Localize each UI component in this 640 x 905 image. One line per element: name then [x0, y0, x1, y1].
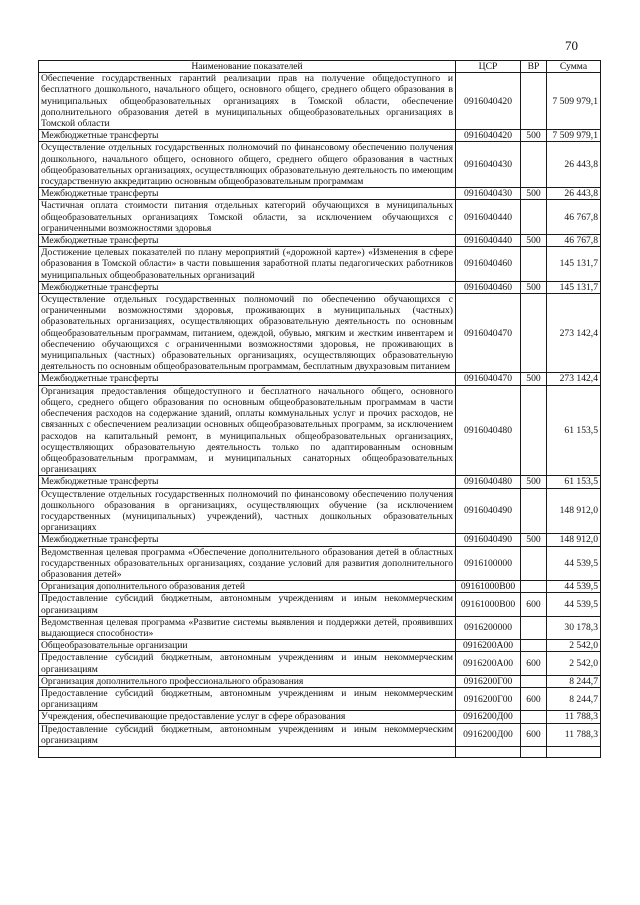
row-name: Предоставление субсидий бюджетным, автономным учреждениям и иным некоммерческим организациям — [39, 652, 456, 675]
row-csr: 0916040480 — [456, 385, 521, 476]
row-name — [39, 746, 456, 757]
table-row — [39, 687, 601, 710]
row-name: Межбюджетные трансферты — [39, 130, 456, 142]
row-csr: 0916040490 — [456, 488, 521, 534]
table-row — [39, 247, 601, 282]
header-sum: Сумма — [547, 61, 601, 73]
row-sum: 7 509 979,1 — [547, 130, 601, 142]
header-vr: ВР — [521, 61, 547, 73]
row-sum: 8 244,7 — [547, 675, 601, 687]
row-sum: 44 539,5 — [547, 581, 601, 593]
row-csr: 0916100000 — [456, 546, 521, 581]
row-sum: 2 542,0 — [547, 652, 601, 675]
row-vr: 500 — [521, 476, 547, 488]
row-name: Осуществление отдельных государственных полномочий по финансовому обеспечению получения дошкольного образования в организациях, осуществляющих обучение (за исключением государственных (муниципальных) учреждений), частных дошкольных образовательных организациях — [39, 488, 456, 534]
table-row — [39, 640, 601, 652]
row-sum: 44 539,5 — [547, 546, 601, 581]
row-sum: 273 142,4 — [547, 294, 601, 373]
row-sum: 61 153,5 — [547, 476, 601, 488]
header-name: Наименование показателей — [39, 61, 456, 73]
table-row — [39, 593, 601, 616]
row-vr — [521, 200, 547, 235]
row-name: Обеспечение государственных гарантий реализации прав на получение общедоступного и бесплатного дошкольного, начального общего, основного общего, среднего общего образования в муниципальных общеобразовательных организациях в Томской области, обеспечение дополнительного образования детей в муниципальных общеобразовательных организациях в Томской области — [39, 73, 456, 130]
row-name: Организация предоставления общедоступного и бесплатного начального общего, основного общего, среднего общего образования по основным общеобразовательным программам в части обеспечения расходов на содержание зданий, оплаты коммунальных услуг и прочих расходов, не связанных с обеспечением реализации основных общеобразовательных программ, за исключением расходов на капитальный ремонт, в муниципальных общеобразовательных организациях, осуществляющих образовательную деятельность только по адаптированным основным общеобразовательным программам, и муниципальных санаторных общеобразовательных организациях — [39, 385, 456, 476]
row-name: Осуществление отдельных государственных полномочий по обеспечению обучающихся с ограниченными возможностями здоровья, проживающих в муниципальных (частных) образовательных организациях, осуществляющих образовательную деятельность по основным общеобразовательным программам, питанием, одеждой, обувью, мягким и жестким инвентарем и обеспечению обучающихся с ограниченными возможностями здоровья, не проживающих в муниципальных (частных) образовательных организациях, осуществляющих образовательную деятельность по основным общеобразовательным программам, бесплатным двухразовым питанием — [39, 294, 456, 373]
table-row — [39, 142, 601, 188]
row-sum: 26 443,8 — [547, 142, 601, 188]
row-name: Достижение целевых показателей по плану мероприятий («дорожной карте») «Изменения в сфере образования в Томской области» в части повышения заработной платы педагогических работников муниципальных общеобразовательных организаций — [39, 247, 456, 282]
budget-table — [38, 60, 601, 758]
row-sum: 61 153,5 — [547, 385, 601, 476]
row-csr: 0916040420 — [456, 73, 521, 130]
row-vr — [521, 488, 547, 534]
row-vr — [521, 581, 547, 593]
row-name: Предоставление субсидий бюджетным, автономным учреждениям и иным некоммерческим организациям — [39, 687, 456, 710]
table-header-row — [39, 61, 601, 73]
header-csr: ЦСР — [456, 61, 521, 73]
row-name: Частичная оплата стоимости питания отдельных категорий обучающихся в муниципальных общеобразовательных организациях Томской области, за исключением обучающихся с ограниченными возможностями здоровья — [39, 200, 456, 235]
row-sum: 11 788,3 — [547, 711, 601, 723]
row-sum: 8 244,7 — [547, 687, 601, 710]
row-name: Общеобразовательные организации — [39, 640, 456, 652]
page-number: 70 — [565, 38, 578, 53]
row-sum: 26 443,8 — [547, 188, 601, 200]
row-name: Ведомственная целевая программа «Развитие системы выявления и поддержки детей, проявивших выдающиеся способности» — [39, 616, 456, 639]
row-sum: 46 767,8 — [547, 200, 601, 235]
table-row — [39, 534, 601, 546]
table-row — [39, 385, 601, 476]
row-csr: 0916040430 — [456, 188, 521, 200]
row-csr: 0916200Г00 — [456, 675, 521, 687]
row-csr: 0916040440 — [456, 235, 521, 247]
row-sum: 7 509 979,1 — [547, 73, 601, 130]
row-sum: 148 912,0 — [547, 488, 601, 534]
row-name: Учреждения, обеспечивающие предоставление услуг в сфере образования — [39, 711, 456, 723]
row-vr: 600 — [521, 652, 547, 675]
row-csr: 0916040460 — [456, 281, 521, 293]
row-name: Организация дополнительного профессионального образования — [39, 675, 456, 687]
row-name: Межбюджетные трансферты — [39, 373, 456, 385]
row-name: Ведомственная целевая программа «Обеспечение дополнительного образования детей в областных государственных образовательных организациях, создание условий для развития дополнительного образования детей» — [39, 546, 456, 581]
row-vr: 500 — [521, 534, 547, 546]
table-row — [39, 616, 601, 639]
row-sum: 148 912,0 — [547, 534, 601, 546]
row-vr: 500 — [521, 281, 547, 293]
table-row — [39, 675, 601, 687]
row-csr: 09161000В00 — [456, 581, 521, 593]
row-vr — [521, 675, 547, 687]
row-vr — [521, 546, 547, 581]
row-csr: 0916200000 — [456, 616, 521, 639]
table-row — [39, 188, 601, 200]
row-csr: 0916040490 — [456, 534, 521, 546]
row-csr: 0916040480 — [456, 476, 521, 488]
row-name: Межбюджетные трансферты — [39, 476, 456, 488]
row-vr — [521, 746, 547, 757]
row-name: Межбюджетные трансферты — [39, 281, 456, 293]
table-row — [39, 581, 601, 593]
table-row — [39, 711, 601, 723]
row-sum: 2 542,0 — [547, 640, 601, 652]
row-vr — [521, 294, 547, 373]
row-csr: 0916200А00 — [456, 640, 521, 652]
row-csr: 0916200Г00 — [456, 687, 521, 710]
row-csr: 0916200А00 — [456, 652, 521, 675]
row-name: Межбюджетные трансферты — [39, 188, 456, 200]
row-vr — [521, 711, 547, 723]
row-vr: 600 — [521, 687, 547, 710]
row-vr — [521, 640, 547, 652]
table-row — [39, 235, 601, 247]
table-row — [39, 723, 601, 746]
row-name: Предоставление субсидий бюджетным, автономным учреждениям и иным некоммерческим организациям — [39, 593, 456, 616]
row-csr: 0916040420 — [456, 130, 521, 142]
table-row — [39, 652, 601, 675]
table-row — [39, 488, 601, 534]
row-vr: 600 — [521, 723, 547, 746]
row-name: Организация дополнительного образования детей — [39, 581, 456, 593]
row-vr: 500 — [521, 235, 547, 247]
row-sum: 30 178,3 — [547, 616, 601, 639]
row-sum: 145 131,7 — [547, 281, 601, 293]
row-vr — [521, 247, 547, 282]
row-vr: 600 — [521, 593, 547, 616]
row-vr: 500 — [521, 373, 547, 385]
row-sum: 46 767,8 — [547, 235, 601, 247]
row-name: Предоставление субсидий бюджетным, автономным учреждениям и иным некоммерческим организациям — [39, 723, 456, 746]
row-csr: 0916040430 — [456, 142, 521, 188]
row-csr: 0916200Д00 — [456, 723, 521, 746]
table-row — [39, 281, 601, 293]
row-name: Осуществление отдельных государственных полномочий по финансовому обеспечению получения дошкольного, начального общего, основного общего, среднего общего образования в частных общеобразовательных организациях, осуществляющих образовательную деятельность по имеющим государственную аккредитацию основным общеобразовательным программам — [39, 142, 456, 188]
row-sum — [547, 746, 601, 757]
table-row — [39, 476, 601, 488]
row-csr: 0916200Д00 — [456, 711, 521, 723]
row-csr — [456, 746, 521, 757]
row-vr — [521, 142, 547, 188]
table-row — [39, 546, 601, 581]
row-vr: 500 — [521, 130, 547, 142]
row-csr: 0916040460 — [456, 247, 521, 282]
row-vr — [521, 73, 547, 130]
table-row — [39, 73, 601, 130]
row-csr: 09161000В00 — [456, 593, 521, 616]
row-csr: 0916040470 — [456, 294, 521, 373]
row-vr — [521, 385, 547, 476]
row-vr: 500 — [521, 188, 547, 200]
row-sum: 273 142,4 — [547, 373, 601, 385]
table-row — [39, 130, 601, 142]
row-sum: 44 539,5 — [547, 593, 601, 616]
row-name: Межбюджетные трансферты — [39, 534, 456, 546]
table-row — [39, 200, 601, 235]
row-name: Межбюджетные трансферты — [39, 235, 456, 247]
table-row — [39, 294, 601, 373]
row-csr: 0916040440 — [456, 200, 521, 235]
row-csr: 0916040470 — [456, 373, 521, 385]
row-sum: 11 788,3 — [547, 723, 601, 746]
table-row — [39, 373, 601, 385]
table-row — [39, 746, 601, 757]
row-vr — [521, 616, 547, 639]
row-sum: 145 131,7 — [547, 247, 601, 282]
